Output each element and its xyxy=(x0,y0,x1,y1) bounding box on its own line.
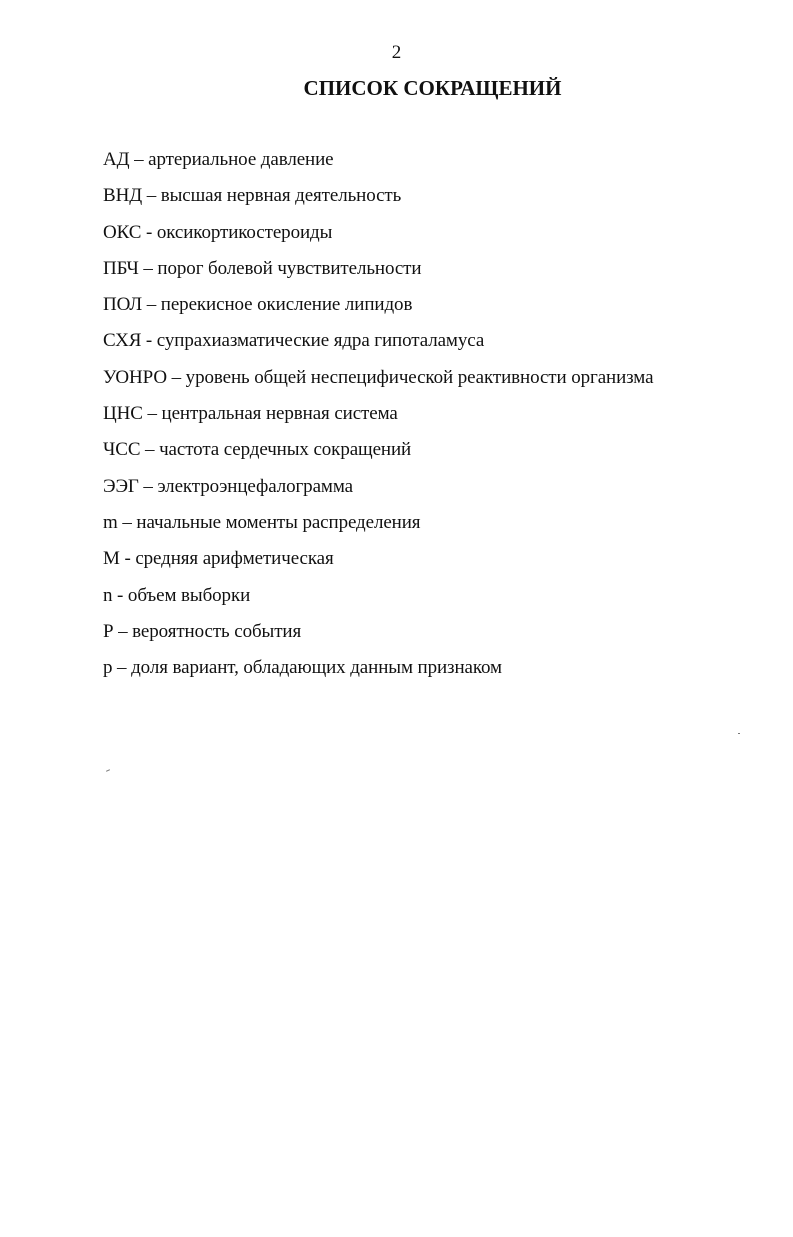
abbreviation-item: М - средняя арифметическая xyxy=(103,548,334,570)
scan-speck xyxy=(106,769,110,772)
abbreviation-item: ЧСС – частота сердечных сокращений xyxy=(103,439,412,461)
abbreviation-list xyxy=(103,149,743,693)
abbreviation-item: ПОЛ – перекисное окисление липидов xyxy=(103,294,413,316)
abbreviation-item: ЭЭГ – электроэнцефалограмма xyxy=(103,475,353,497)
abbreviation-item: n - объем выборки xyxy=(103,584,251,606)
page-number: 2 xyxy=(391,42,402,63)
scan-speck xyxy=(738,733,740,734)
abbreviation-item: ОКС - оксикортикостероиды xyxy=(103,221,333,243)
abbreviation-item: Р – вероятность события xyxy=(103,620,302,642)
abbreviation-item: ПБЧ – порог болевой чувствительности xyxy=(103,257,422,279)
abbreviation-item: ЦНС – центральная нервная система xyxy=(103,403,398,425)
abbreviation-item: УОНРО – уровень общей неспецифической реактивности организма xyxy=(103,366,654,388)
abbreviation-item: АД – артериальное давление xyxy=(103,149,334,170)
page-title: СПИСОК СОКРАЩЕНИЙ xyxy=(303,76,562,100)
abbreviation-item: m – начальные моменты распределения xyxy=(103,511,421,533)
abbreviation-item: p – доля вариант, обладающих данным признаком xyxy=(103,657,502,679)
abbreviation-item: СХЯ - супрахиазматические ядра гипоталамуса xyxy=(103,330,485,352)
abbreviation-item: ВНД – высшая нервная деятельность xyxy=(103,185,402,207)
